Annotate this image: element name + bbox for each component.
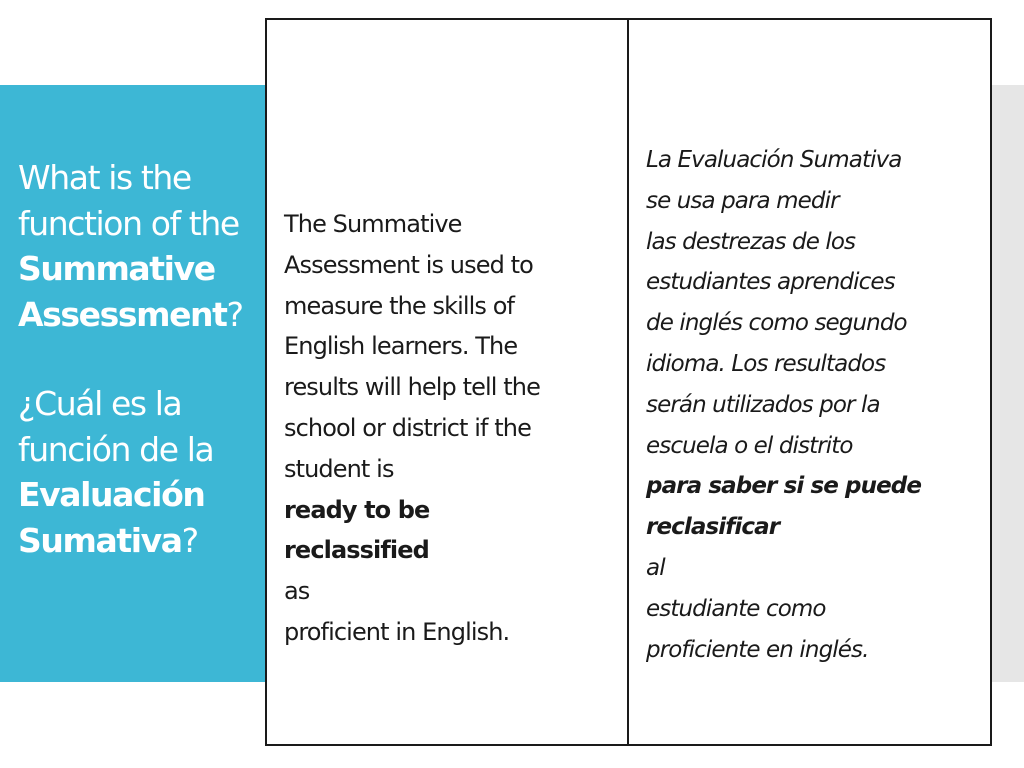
english-line-8-bold: reclassified [284,536,429,565]
english-line-7-prefix: student is [284,454,394,483]
question-english-suffix: ? [226,294,243,334]
english-line: results will help tell the [284,373,540,402]
spanish-line: idioma. Los resultados [646,350,886,377]
english-line: school or district if the [284,413,531,442]
english-line: measure the skills of [284,291,515,320]
spanish-line [646,466,986,507]
spanish-line: La Evaluación Sumativa [646,147,902,173]
question-spanish [18,381,263,563]
spanish-answer-text [646,140,986,670]
english-answer-text [284,204,619,653]
english-line: English learners. The [284,332,518,361]
english-line [284,530,619,612]
spanish-line: estudiante como [646,595,826,622]
spanish-line: serán utilizados por la [646,391,880,418]
spanish-line-10-suffix: al [646,554,665,581]
spanish-line: las destrezas de los [646,228,856,255]
english-line [284,449,619,531]
english-line-8-suffix: as [284,577,310,606]
right-gray-band [990,85,1024,682]
question-spanish-suffix: ? [181,520,198,560]
spanish-line: proficiente en inglés. [646,636,869,663]
english-line: proficient in English. [284,617,510,646]
question-spanish-bold: Evaluación Sumativa [18,475,205,560]
english-line: Assessment is used to [284,250,533,279]
question-spanish-prefix: ¿Cuál es la función de la [18,384,214,469]
spanish-line: escuela o el distrito [646,432,853,459]
spanish-line: estudiantes aprendices [646,269,895,296]
question-english [18,155,263,337]
spanish-line: se usa para medir [646,187,839,214]
spanish-line-9-bold: para saber si se puede [646,473,922,500]
english-line: The Summative [284,210,462,238]
spanish-line [646,507,986,589]
spanish-line-10-bold: reclasificar [646,514,780,541]
question-heading [18,155,263,563]
question-english-bold: Summative Assessment [18,249,227,334]
question-english-prefix: What is the function of the [18,158,239,243]
english-line-7-bold: ready to be [284,495,430,524]
spanish-line: de inglés como segundo [646,310,907,337]
